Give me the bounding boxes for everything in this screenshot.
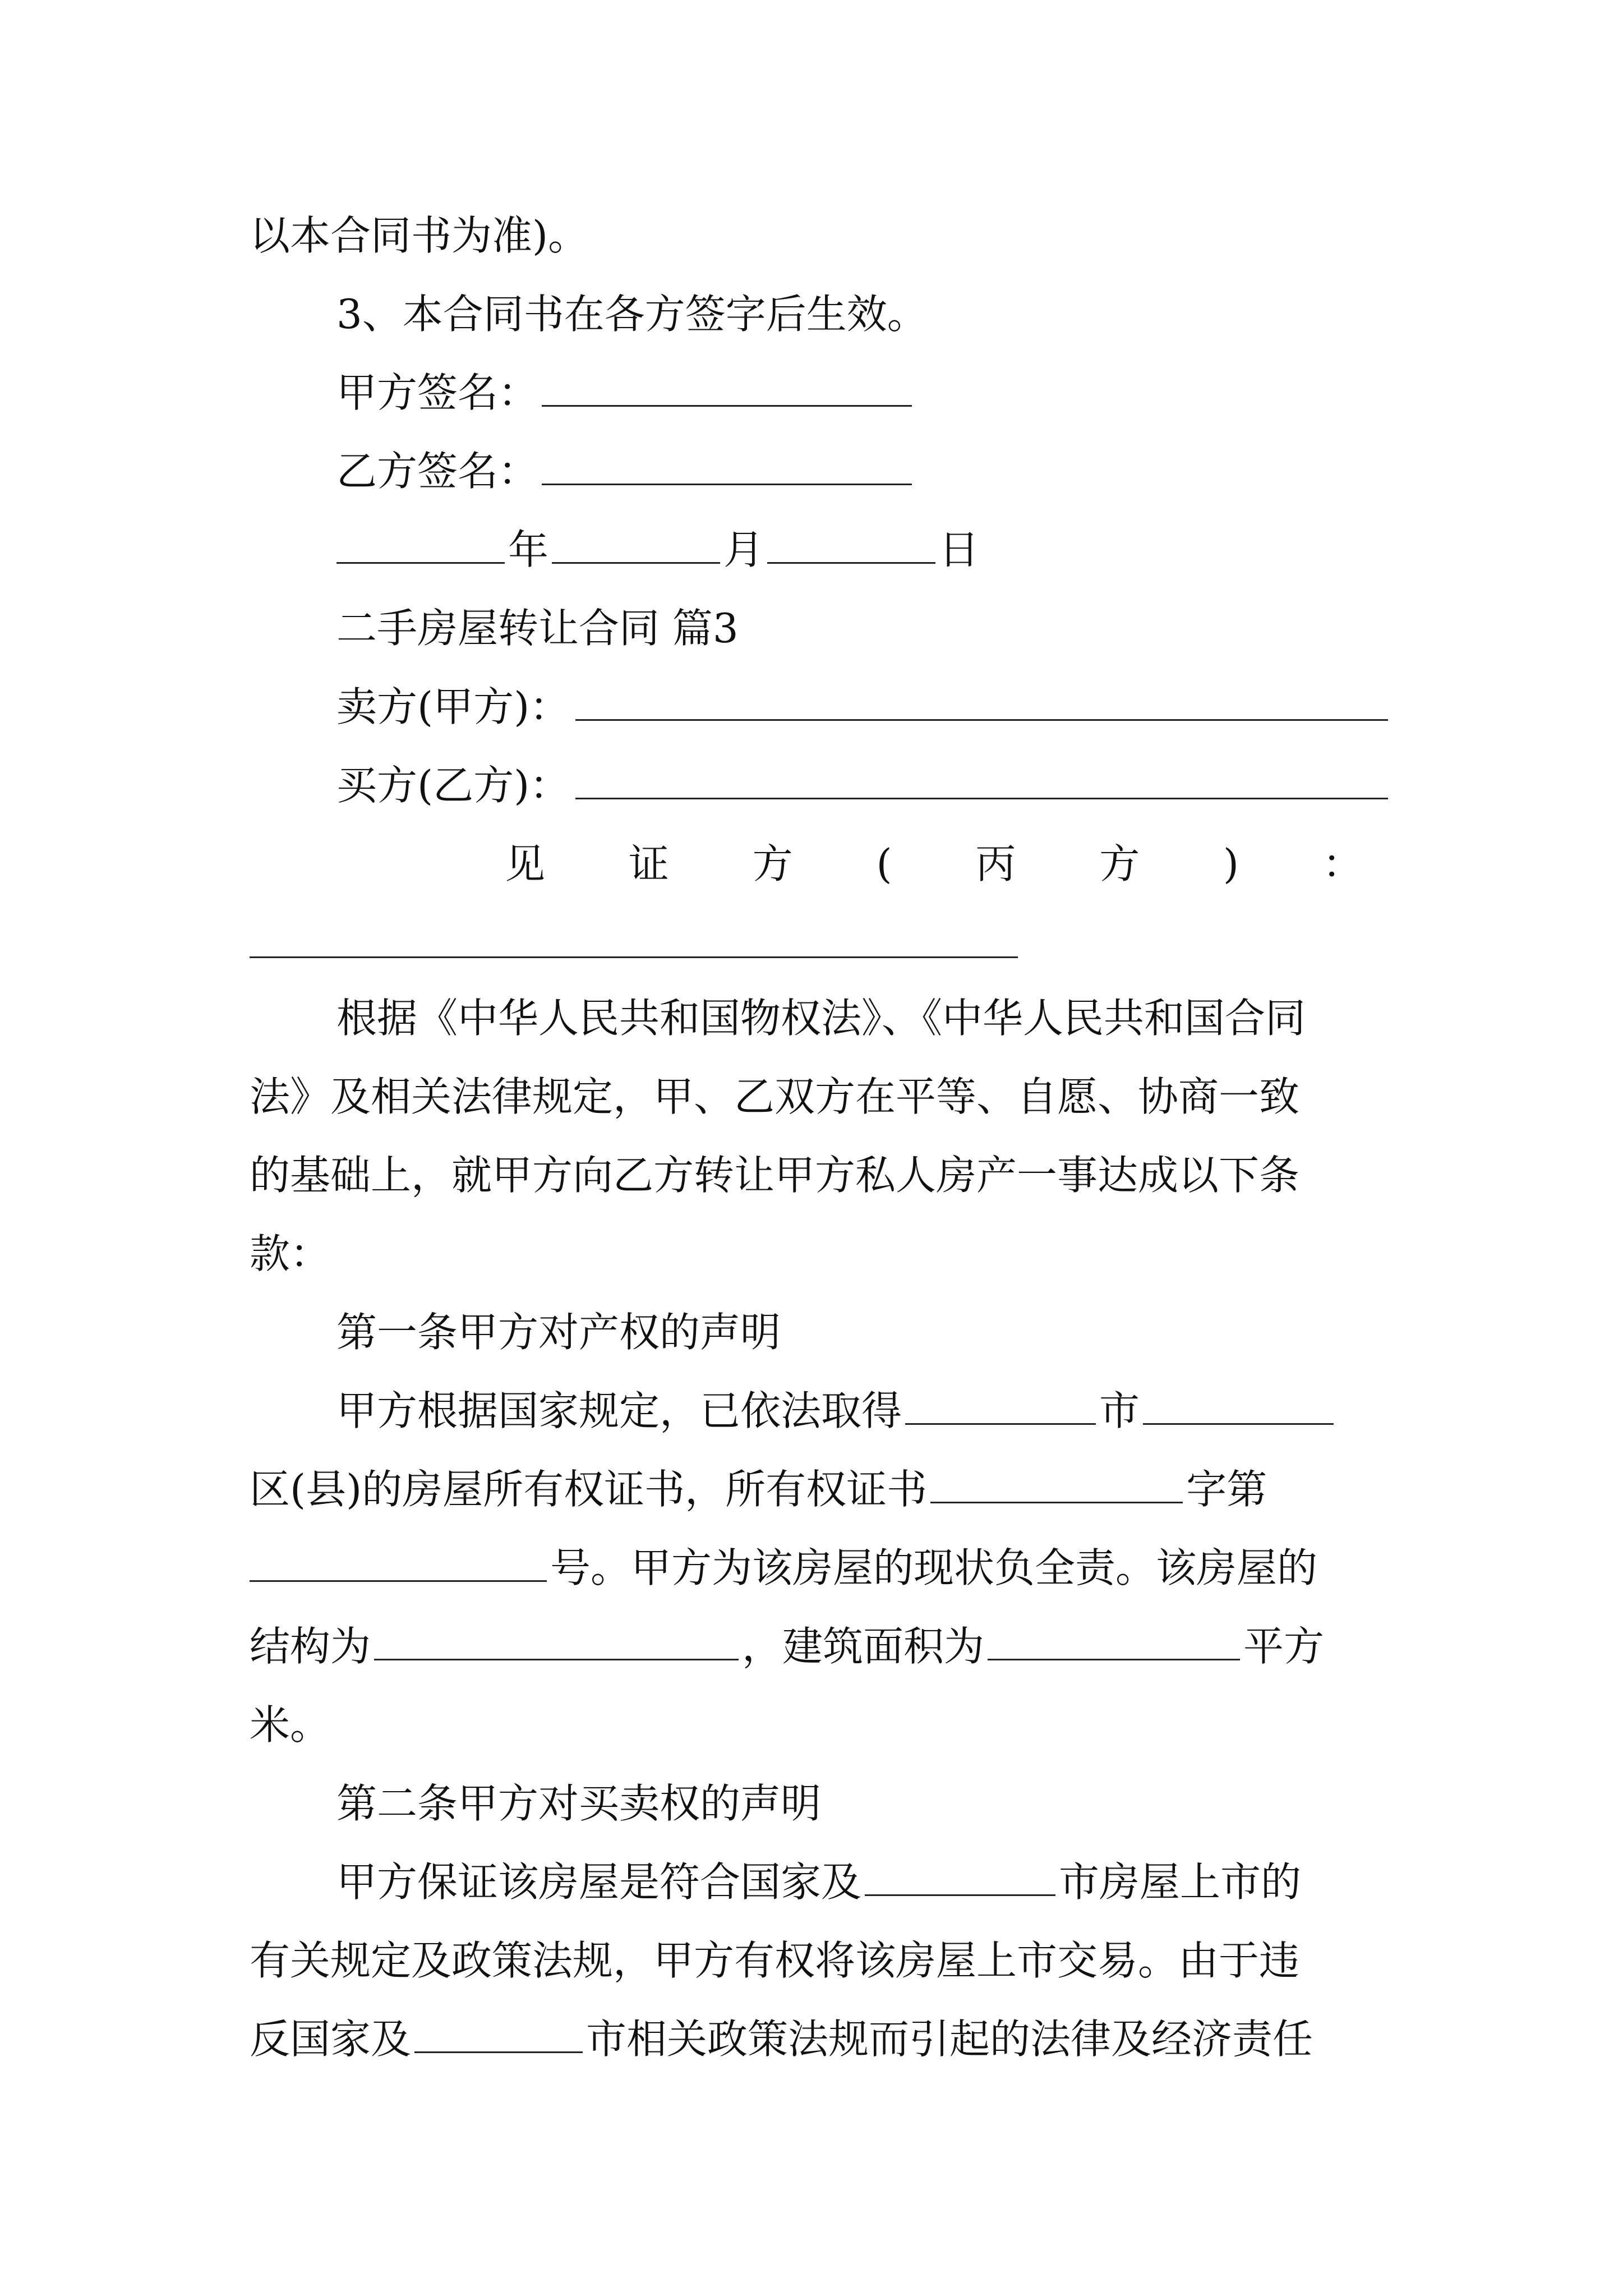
city-blank[interactable] bbox=[905, 1388, 1096, 1425]
paragraph-text: 平方 bbox=[1243, 1623, 1325, 1670]
paragraph-text: 反国家及 bbox=[250, 2016, 412, 2063]
day-label: 日 bbox=[939, 526, 980, 573]
text-line bbox=[336, 1854, 1388, 1910]
article-heading bbox=[336, 1775, 1388, 1832]
seller-label: 卖方(甲方)： bbox=[336, 683, 570, 730]
structure-blank[interactable] bbox=[374, 1624, 739, 1660]
text-line bbox=[250, 1069, 1388, 1125]
text-line bbox=[250, 1697, 1388, 1753]
paragraph-text: 市房屋上市的 bbox=[1059, 1858, 1302, 1906]
text-line bbox=[336, 990, 1388, 1046]
paragraph-text: 区(县)的房屋所有权证书，所有权证书 bbox=[250, 1466, 928, 1513]
paragraph-text: 有关规定及政策法规，甲方有权将该房屋上市交易。由于违 bbox=[250, 1937, 1300, 1984]
witness-char: 方 bbox=[1099, 840, 1140, 887]
text-line bbox=[250, 1540, 1388, 1596]
party-b-signature-line bbox=[336, 443, 1388, 499]
text-line bbox=[250, 1226, 1388, 1282]
paragraph-text: 字第 bbox=[1186, 1466, 1267, 1513]
party-b-signature-label: 乙方签名： bbox=[336, 448, 539, 495]
article-2-title: 第二条甲方对买卖权的声明 bbox=[336, 1780, 822, 1827]
text-line bbox=[250, 1618, 1388, 1674]
witness-char: ： bbox=[1322, 840, 1363, 887]
day-blank[interactable] bbox=[767, 527, 935, 564]
contract-clause-text: 以本合同书为准)。 bbox=[250, 212, 589, 259]
paragraph-text: 号。甲方为该房屋的现状负全责。该房屋的 bbox=[550, 1544, 1318, 1591]
year-label: 年 bbox=[508, 526, 549, 573]
text-line bbox=[336, 286, 1388, 342]
paragraph-text: 甲方根据国家规定，已依法取得 bbox=[336, 1387, 902, 1434]
certificate-number-blank[interactable] bbox=[250, 1545, 547, 1582]
witness-char: ) bbox=[1223, 840, 1239, 887]
witness-char: 证 bbox=[628, 840, 669, 887]
witness-line bbox=[505, 836, 1363, 892]
buyer-label: 买方(乙方)： bbox=[336, 762, 570, 809]
month-label: 月 bbox=[723, 526, 764, 573]
seller-blank[interactable] bbox=[575, 684, 1388, 721]
paragraph-text: ，建筑面积为 bbox=[742, 1623, 985, 1670]
paragraph-text: 根据《中华人民共和国物权法》、《中华人民共和国合同 bbox=[336, 995, 1306, 1042]
seller-line bbox=[336, 679, 1388, 735]
paragraph-text: 市 bbox=[1099, 1387, 1140, 1434]
district-blank[interactable] bbox=[1143, 1388, 1334, 1425]
paragraph-text: 市相关政策法规而引起的法律及经济责任 bbox=[586, 2016, 1313, 2063]
witness-char: 方 bbox=[752, 840, 793, 887]
year-blank[interactable] bbox=[336, 527, 505, 564]
witness-char: 见 bbox=[505, 840, 546, 887]
party-a-signature-blank[interactable] bbox=[542, 370, 912, 407]
text-line bbox=[250, 1461, 1388, 1517]
witness-blank[interactable] bbox=[250, 956, 1018, 958]
paragraph-text: 法》及相关法律规定，甲、乙双方在平等、自愿、协商一致 bbox=[250, 1073, 1300, 1120]
paragraph-text: 结构为 bbox=[250, 1623, 371, 1670]
witness-char: 丙 bbox=[975, 840, 1016, 887]
contract-clause-text: 3、本合同书在各方签字后生效。 bbox=[336, 291, 928, 338]
text-line bbox=[250, 2011, 1388, 2067]
city-blank[interactable] bbox=[414, 2017, 583, 2053]
buyer-blank[interactable] bbox=[575, 763, 1388, 799]
buyer-line bbox=[336, 757, 1388, 813]
certificate-prefix-blank[interactable] bbox=[930, 1467, 1183, 1503]
text-line bbox=[336, 1383, 1388, 1439]
text-line bbox=[250, 208, 1388, 264]
party-b-signature-blank[interactable] bbox=[542, 449, 912, 485]
article-1-title: 第一条甲方对产权的声明 bbox=[336, 1309, 781, 1356]
witness-char: ( bbox=[876, 840, 892, 887]
section-title: 二手房屋转让合同 篇3 bbox=[336, 605, 739, 652]
area-blank[interactable] bbox=[988, 1624, 1240, 1660]
month-blank[interactable] bbox=[552, 527, 720, 564]
paragraph-text: 甲方保证该房屋是符合国家及 bbox=[336, 1858, 862, 1906]
text-line bbox=[250, 1147, 1388, 1203]
paragraph-text: 的基础上，就甲方向乙方转让甲方私人房产一事达成以下条 bbox=[250, 1152, 1300, 1199]
section-title-line bbox=[336, 600, 1388, 656]
paragraph-text: 款： bbox=[250, 1230, 331, 1277]
party-a-signature-label: 甲方签名： bbox=[336, 369, 539, 416]
date-line bbox=[336, 522, 1388, 578]
city-blank[interactable] bbox=[865, 1860, 1055, 1896]
text-line bbox=[250, 1932, 1388, 1989]
paragraph-text: 米。 bbox=[250, 1701, 331, 1749]
article-heading bbox=[336, 1304, 1388, 1360]
party-a-signature-line bbox=[336, 365, 1388, 421]
